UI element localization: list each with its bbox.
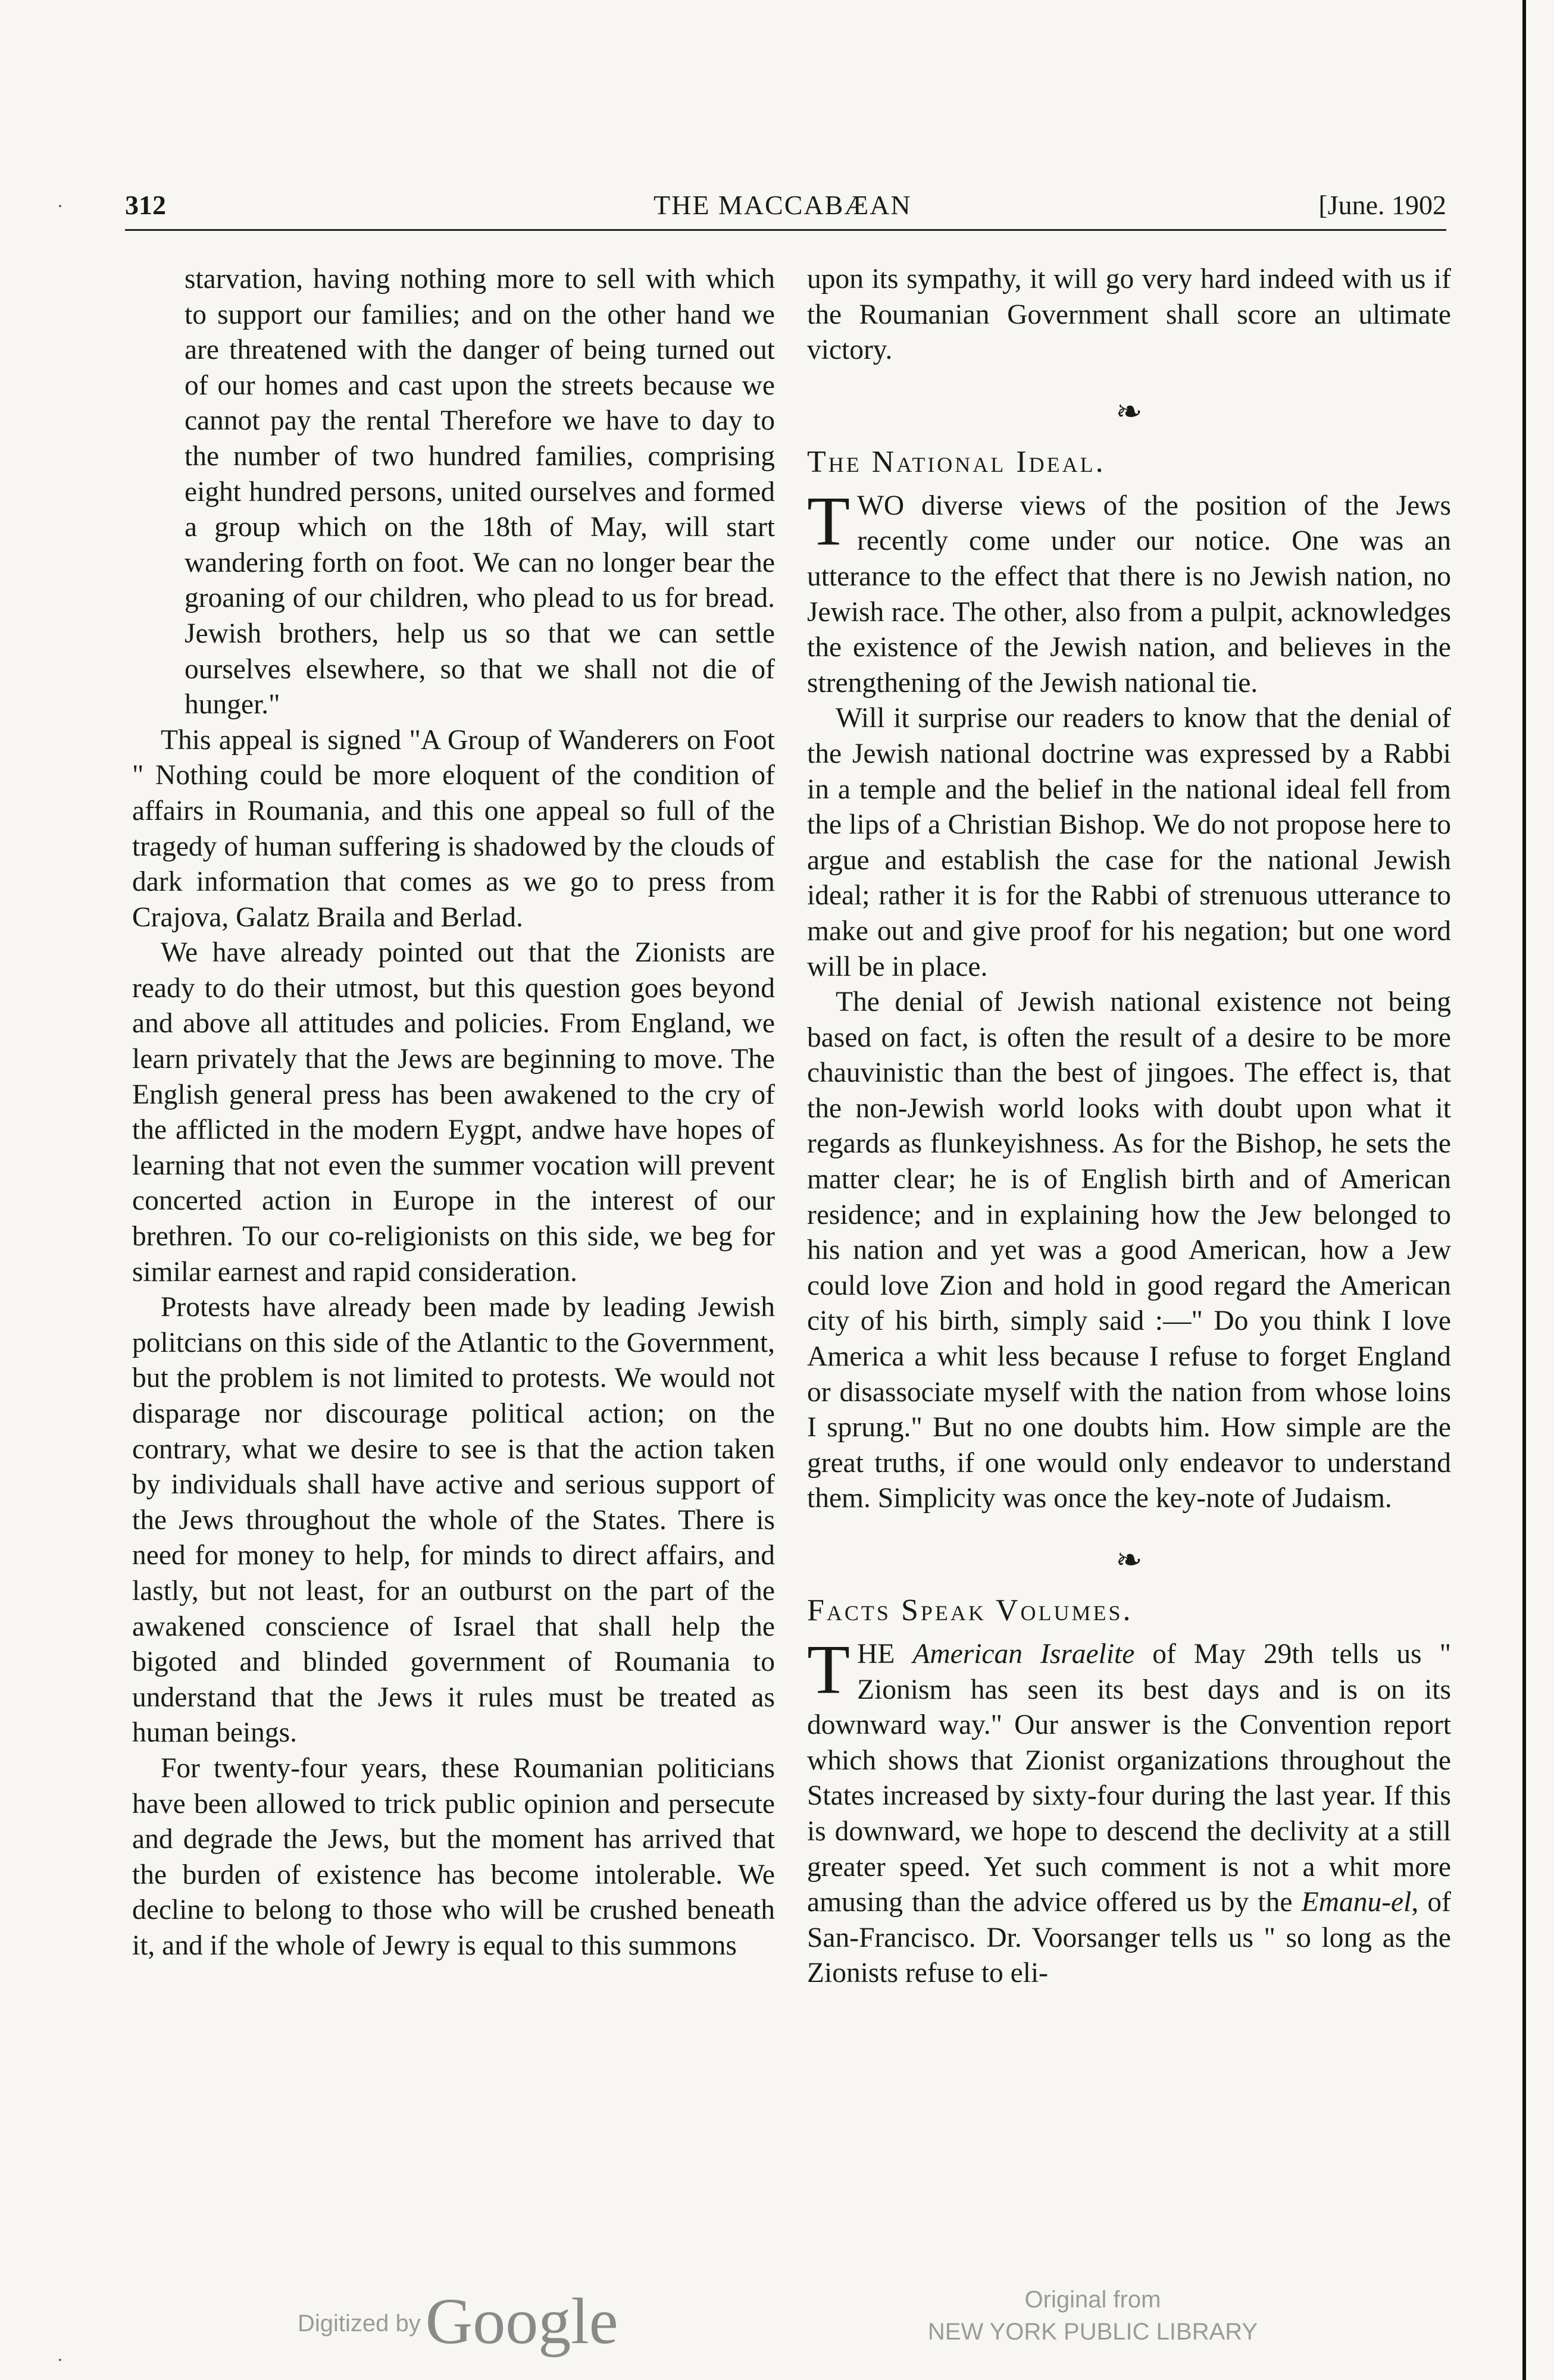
drop-cap: T xyxy=(807,1630,851,1708)
paragraph-text: HE xyxy=(857,1639,913,1670)
digitized-label: Digitized by xyxy=(298,2310,421,2337)
paragraph: The denial of Jewish national existence not being based on fact, is often the result of a desire to be more chauvinistic than the best of jingoes. The effect is, that the non-Jewish world looks with doubt upon what it regards as flunkeyishness. As for the Bishop, he sets the matter clear; he is of English birth and of American residence; and in explaining how the Jew belonged to his nation and yet was a good American, how a Jew could love Zion and hold in good regard the American city of his birth, simply said :—" Do you think I love America a whit less because I refuse to forget England or disassociate myself with the nation from whose loins I sprung." But no one doubts him. How simple are the great truths, if one would only endeavor to understand them. Simplicity was once the key-note of Judaism. xyxy=(807,987,1451,1514)
section-heading: The National Ideal. xyxy=(807,444,1106,479)
library-watermark xyxy=(908,2284,1277,2348)
scan-speck: · xyxy=(57,196,63,216)
original-from-label: Original from xyxy=(1024,2287,1161,2313)
header-rule xyxy=(125,229,1446,231)
library-name: NEW YORK PUBLIC LIBRARY xyxy=(927,2319,1258,2345)
paragraph: For twenty-four years, these Roumanian politicians have been allowed to trick public opinion and persecute and degrade the Jews, but the moment has arrived that the burden of existence has become intolerable. We decline to belong to those who will be crushed beneath it, and if the whole of Jewry is equal to this summons xyxy=(132,1752,775,1961)
left-column xyxy=(132,262,775,1964)
paragraph: This appeal is signed "A Group of Wanderers on Foot " Nothing could be more eloquent of the condition of affairs in Roumania, and this one appeal so full of the tragedy of human suffering is shadowed by the clouds of dark information that comes as we go to press from Crajova, Galatz Braila and Berlad. xyxy=(132,724,775,933)
paragraph: We have already pointed out that the Zionists are ready to do their utmost, but this question goes beyond and above all attitudes and policies. From England, we learn privately that the Jews are beginning to move. The English general press has been awakened to the cry of the afflicted in the modern Eygpt, andwe have hopes of learning that not even the summer vocation will prevent concerted action in Europe in the interest of our brethren. To our co-religionists on this side, we beg for similar earnest and rapid consideration. xyxy=(132,937,775,1288)
running-header xyxy=(125,189,1446,225)
digitized-by-watermark xyxy=(298,2284,618,2359)
leaf-ornament-icon: ❧ xyxy=(1115,393,1143,430)
paragraph: Protests have already been made by leading Jewish politcians on this side of the Atlantic to the Government, but the problem is not limited to protests. We would not disparage nor discourage political action; on the contrary, what we desire to see is that the action taken by individuals shall have active and serious support of the Jews throughout the whole of the States. There is need for money to help, for minds to direct affairs, and lastly, but not least, for an outburst on the part of the awakened conscience of Israel that shall help the bigoted and blinded government of Roumania to understand that the Jews it rules must be treated as human beings. xyxy=(132,1292,775,1749)
paragraph: Will it surprise our readers to know that the denial of the Jewish national doctrine was expressed by a Rabbi in a temple and the belief in the national ideal fell from the lips of a Christian Bishop. We do not propose here to argue and establish the case for the national Jewish ideal; rather it is for the Rabbi of strenuous utterance to make out and give proof for his negation; but one word will be in place. xyxy=(807,703,1451,982)
paragraph: upon its sympathy, it will go very hard indeed with us if the Roumanian Government shall score an ultimate victory. xyxy=(807,264,1451,366)
google-logo: Google xyxy=(425,2285,618,2357)
paragraph-text: , of San-Francisco. Dr. Voorsanger tells us " so long as the Zionists refuse to eli- xyxy=(807,1887,1451,1989)
scan-speck: · xyxy=(57,2350,63,2370)
paragraph xyxy=(807,1630,1451,1991)
page-edge-line xyxy=(1522,0,1526,2380)
paragraph-text: of May 29th tells us " Zionism has seen its best days and is on its downward way." Our answer is the Convention report which shows that Zionist organizations throughout the States increased by sixty-four during the last year. If this is downward, we hope to descend the declivity at a still greater speed. Yet such comment is not a whit more amusing than the advice offered us by the xyxy=(807,1639,1451,1918)
journal-title: THE MACCABÆAN xyxy=(654,190,912,220)
right-column xyxy=(807,262,1451,1991)
page-number: 312 xyxy=(125,190,166,220)
quoted-appeal: starvation, having nothing more to sell with which to support our families; and on the other hand we are threatened with the danger of being turned out of our homes and cast upon the streets because we cannot pay the rental Therefore we have to day to the number of two hundred families, comprising eight hundred persons, united ourselves and formed a group which on the 18th of May, will start wandering forth on foot. We can no longer bear the groaning of our children, who plead to us for bread. Jewish brothers, help us so that we can settle ourselves elsewhere, so that we shall not die of hunger." xyxy=(185,264,775,721)
issue-date: [June. 1902 xyxy=(1318,190,1446,220)
publication-name: Emanu-el xyxy=(1301,1887,1412,1918)
paragraph xyxy=(807,481,1451,702)
section-heading: Facts Speak Volumes. xyxy=(807,1593,1133,1627)
publication-name: American Israelite xyxy=(912,1639,1135,1670)
paragraph-text: WO diverse views of the position of the Jews recently come under our notice. One was an utterance to the effect that there is no Jewish nation, no Jewish race. The other, also from a pulpit, acknowledges the existence of the Jewish nation, and believes in the strengthening of the Jewish national tie. xyxy=(807,490,1451,699)
drop-cap: T xyxy=(807,481,851,560)
leaf-ornament-icon: ❧ xyxy=(1115,1542,1143,1578)
